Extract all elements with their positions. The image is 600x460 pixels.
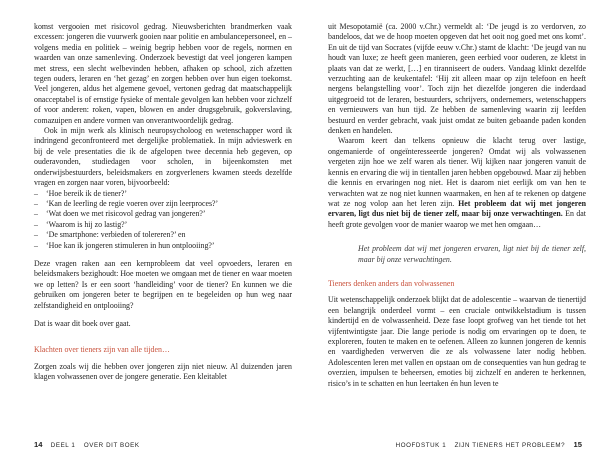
left-paragraph-2: Ook in mijn werk als klinisch neuropsycholoog en wetenschapper word ik indringend geconfronteerd met dergelijke problematiek. In mijn advieswerk en bij de vele presentaties die ik de afgelopen twee decennia heb gegeven, op ouderavonden, studiedagen voor scholen, in bijeenkomsten met onderwijsbestuurders, beleidsmakers en zorgverleners kwamen steeds dezelfde vragen en zorgen naar voren, bijvoorbeeld: — [34, 126, 292, 188]
left-footer — [34, 440, 140, 449]
right-page — [328, 22, 586, 389]
left-paragraph-4: Zorgen zoals wij die hebben over jongeren zijn niet nieuw. Al duizenden jaren klagen volwassenen over de jongere generatie. Een kleitablet — [34, 361, 292, 382]
list-item: – ‘Wat doen we met risicovol gedrag van jongeren?’ — [34, 209, 292, 219]
section-heading-complaints: Klachten over tieners zijn van alle tijden… — [34, 345, 170, 355]
left-paragraph-1: komst vergooien met risicovol gedrag. Nieuwsberichten brandmerken vaak excessen: jongeren die vuurwerk gooien naar politie en ambulancepersoneel, en – volgens media en politiek – weinig begrip hebben voor de regels, normen en waarden van onze samenleving. Onderzoek bevestigt dat veel jongeren kampen met stress, een slecht welbevinden hebben, afhaken op school, zich afzetten tegen ouders, leraren en ‘het gezag’ en zorgen hebben over hun eigen toekomst. Veel jongeren, aldus het algemene gevoel, vertonen gedrag dat maatschappelijk onacceptabel is of ernstige fysieke of mentale gevolgen kan hebben voor zichzelf of voor anderen: roken, vapen, blowen en ander drugsgebruik, gokverslaving, comazuipen en andere vormen van onverantwoordelijk gedrag. — [34, 22, 292, 125]
right-page-number: 15 — [573, 440, 582, 449]
right-paragraph-2-end: En dat heeft grote gevolgen voor de manier waarop we met hen omgaan… — [328, 209, 586, 229]
left-paragraph-3: Deze vragen raken aan een kernprobleem dat veel opvoeders, leraren en beleidsmakers bezighoudt: Hoe moeten we omgaan met de tiener en waar moeten we op letten? Is er een soort ‘handleiding’ voor de tiener? En kunnen we die gebruiken om jongeren beter te begrijpen en te begeleiden op hun weg naar zelfstandigheid en ontplooiing? — [34, 258, 292, 310]
left-closing-line: Dat is waar dit boek over gaat. — [34, 318, 131, 328]
right-paragraph-3: Uit wetenschappelijk onderzoek blijkt dat de adolescentie – waarvan de tienertijd een belangrijk onderdeel vormt – een cruciale ontwikkelstadium is tussen kindertijd en de volwassenheid. Deze fase loopt grofweg van het tiende tot het vijfentwintigste jaar. Die lange periode is nodig om ervaringen op te doen, te exploreren, fouten te maken en te oefenen. Alleen zo kunnen jongeren de kennis en vaardigheden verwerven die ze als volwassene later nodig hebben. Adolescenten leren met vallen en opstaan om de consequenties van hun gedrag te overzien, impulsen te beheersen, emoties bij zichzelf en anderen te herkennen, risico’s in te schatten en hun leertaken én hun leven te — [328, 295, 586, 388]
section-heading-thinking: Tieners denken anders dan volwassenen — [328, 278, 455, 288]
footer-part: DEEL 1 — [50, 442, 76, 449]
left-page — [34, 22, 292, 383]
key-statement: Het probleem dat wij met jongeren ervaren, ligt dus niet bij de tiener zelf, maar bij onze verwachtingen. — [328, 198, 586, 219]
right-footer — [396, 440, 582, 449]
footer-chapter-title: ZIJN TIENERS HET PROBLEEM? — [454, 442, 566, 449]
question-list — [34, 189, 292, 251]
left-page-number: 14 — [34, 440, 43, 449]
list-item: – ‘Kan de leerling de regie voeren over zijn leerproces?’ — [34, 199, 292, 209]
right-paragraph-2-start: Waarom keert dan telkens opnieuw die klacht terug over lastige, ongemanierde of ongeïnteresseerde jongeren? Omdat wij als volwassenen vergeten zijn hoe we zelf waren als tiener. Wij kijken naar jongeren vanuit de kennis en ervaring die wij in tientallen jaren hebben opgebouwd. Maar zij hebben die kennis en ervaringen nog niet. Het is daarom niet eerlijk om van hen te verwachten wat ze nog niet kunnen waarmaken, en hen af te rekenen op datgene wat ze nog volop aan het leren zijn. — [328, 136, 586, 208]
list-item: – ‘Waarom is hij zo lastig?’ — [34, 220, 292, 230]
pull-quote: Het probleem dat wij met jongeren ervaren, ligt niet bij de tiener zelf, maar bij onze verwachtingen. — [358, 244, 586, 264]
list-item: – ‘Hoe kan ik jongeren stimuleren in hun ontplooiing?’ — [34, 241, 292, 251]
list-item: – ‘Hoe bereik ik de tiener?’ — [34, 189, 292, 199]
list-item: – ‘De smartphone: verbieden of tolereren?’ en — [34, 230, 292, 240]
right-paragraph-1: uit Mesopotamië (ca. 2000 v.Chr.) vermeldt al: ‘De jeugd is zo verdorven, zo bandeloos, dat we de hoop moeten opgeven dat het ooit nog goed met ons komt’. En uit de tijd van Socrates (vijfde eeuw v.Chr.) stamt de klacht: ‘De jeugd van nu houdt van luxe; ze heeft geen manieren, geen eerbied voor ouderen, ze kletst in plaats van dat ze werkt, […] en tiranniseert de ouders. Vandaag klinkt dezelfde verzuchting aan de keukentafel: ‘Hij zit alleen maar op zijn telefoon en heeft nergens belangstelling voor’. Toch zijn het diezelfde jongeren die inderdaad uitgegroeid tot de leraren, bestuurders, schrijvers, ondernemers, wetenschappers en vernieuwers van hun tijd. Ze hebben de samenleving waarin zij leefden bestuurd en verder gebracht, vaak juist omdat ze buiten gebaande paden konden denken en handelen. — [328, 22, 586, 136]
footer-section: OVER DIT BOEK — [83, 442, 140, 449]
footer-chapter: HOOFDSTUK 1 — [395, 442, 447, 449]
right-paragraph-2 — [328, 136, 586, 230]
